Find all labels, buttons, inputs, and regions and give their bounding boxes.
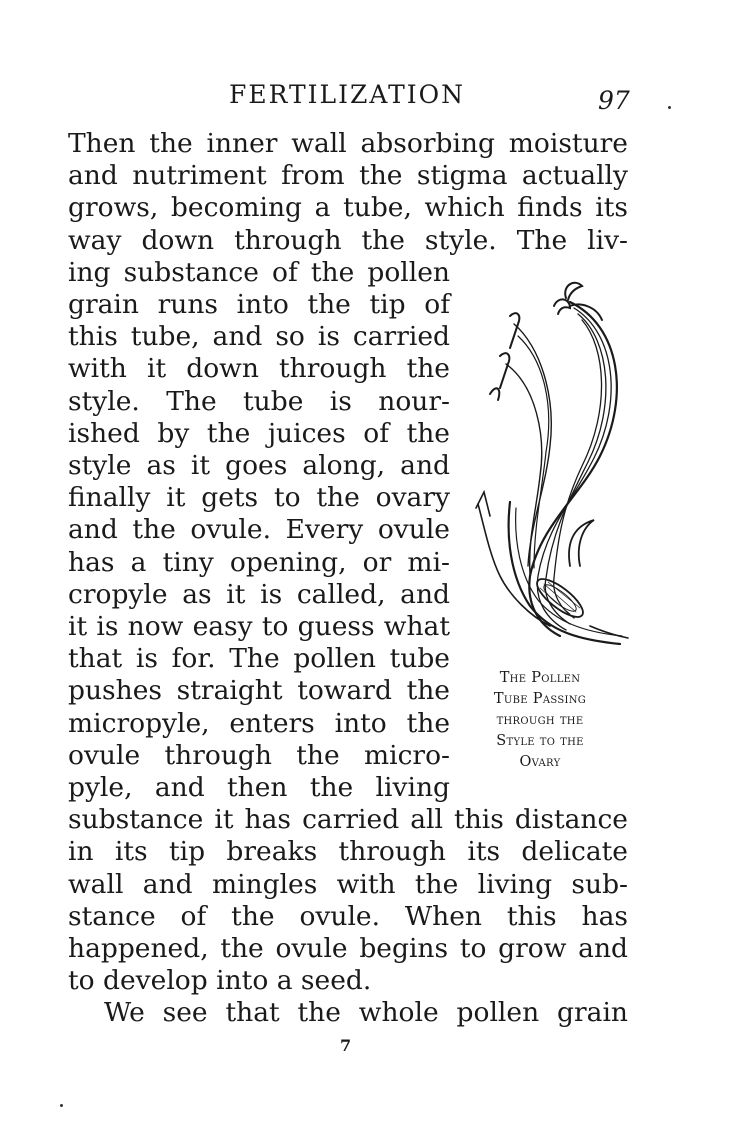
body-line-narrow: style. The tube is nour-: [68, 385, 450, 417]
body-line-narrow: ing substance of the pollen: [68, 256, 450, 288]
body-line-narrow: with it down through the: [68, 353, 450, 385]
body-line: way down through the style. The liv-: [68, 224, 628, 256]
page-number: 97: [598, 86, 630, 115]
body-line: wall and mingles with the living sub-: [68, 868, 628, 900]
caption-line: through the: [496, 712, 584, 728]
body-line-narrow: cropyle as it is called, and: [68, 578, 450, 610]
body-line: to develop into a seed.: [68, 965, 372, 997]
body-line-narrow: this tube, and so is carried: [68, 321, 450, 353]
body-line-narrow: pushes straight toward the: [68, 675, 450, 707]
body-line: substance it has carried all this distance: [68, 804, 628, 836]
caption-line: The Pollen: [499, 670, 581, 686]
figure-caption: [460, 668, 620, 773]
body-line: and nutriment from the stigma actually: [68, 160, 628, 192]
body-line-narrow: finally it gets to the ovary: [68, 482, 450, 514]
body-line: in its tip breaks through its delicate: [68, 836, 628, 868]
body-line-narrow: style as it goes along, and: [68, 450, 450, 482]
caption-line: Tube Passing: [493, 691, 587, 707]
running-title: FERTILIZATION: [229, 80, 465, 109]
body-line-narrow: ished by the juices of the: [68, 417, 450, 449]
caption-line: Ovary: [519, 754, 561, 770]
body-line-narrow: pyle, and then the living: [68, 772, 450, 804]
body-line: grows, becoming a tube, which finds its: [68, 192, 628, 224]
body-line-narrow: and the ovule. Every ovule: [68, 514, 450, 546]
body-line-narrow: ovule through the micro-: [68, 739, 450, 771]
next-paragraph: We see that the whole pollen grain: [104, 997, 628, 1028]
body-line-narrow: that is for. The pollen tube: [68, 643, 450, 675]
signature-mark: 7: [340, 1036, 352, 1055]
body-line: happened, the ovule begins to grow and: [68, 933, 628, 965]
scan-speck: [60, 1104, 63, 1107]
pollen-tube-illustration: [470, 276, 630, 666]
running-head: [0, 80, 743, 116]
body-line-narrow: has a tiny opening, or mi-: [68, 546, 450, 578]
scan-speck: [668, 106, 671, 109]
body-line-narrow: grain runs into the tip of: [68, 289, 450, 321]
body-line: Then the inner wall absorbing moisture: [68, 128, 628, 159]
body-line-narrow: it is now easy to guess what: [68, 611, 450, 643]
caption-line: Style to the: [496, 733, 584, 749]
body-line-narrow: micropyle, enters into the: [68, 707, 450, 739]
body-line: stance of the ovule. When this has: [68, 900, 628, 932]
